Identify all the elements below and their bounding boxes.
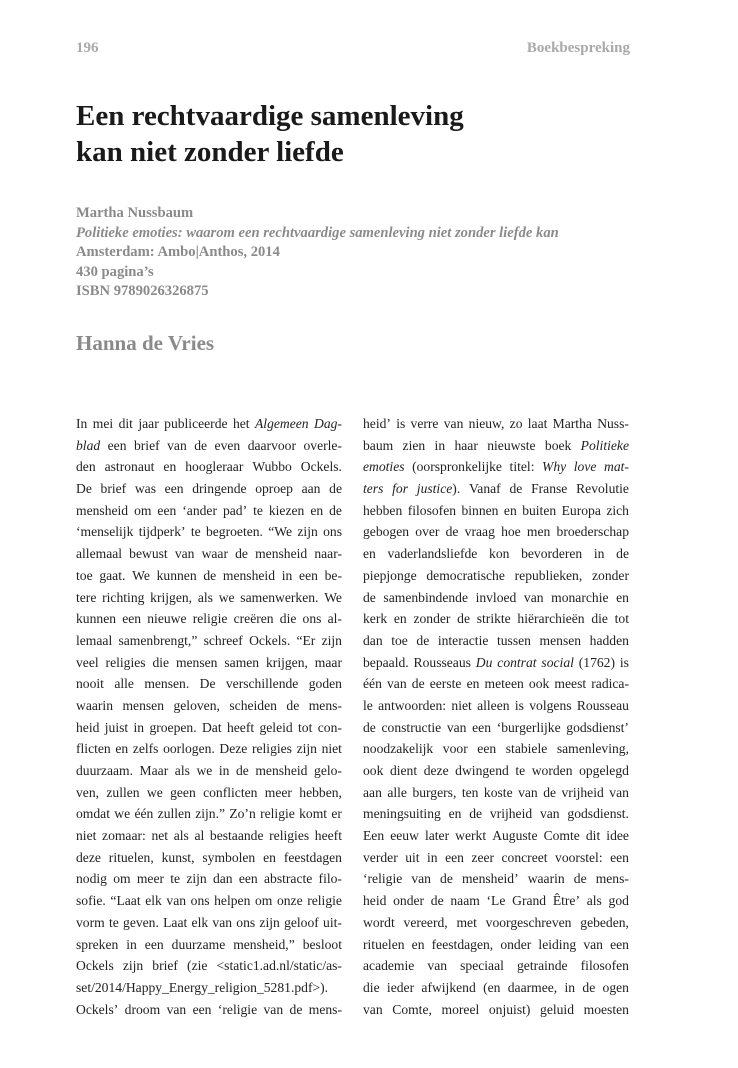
body-text-line: gebogen over de vraag hoe men broederschap: [363, 524, 629, 540]
body-text-line: allemaal bewust van waar de mensheid naar-: [76, 546, 342, 562]
body-text-line: In mei dit jaar publiceerde het Algemeen Dag-: [76, 416, 342, 431]
book-publisher: Amsterdam: Ambo|Anthos, 2014: [76, 244, 280, 261]
body-text-line: die ieder afwijkend (en daarmee, in de ogen: [363, 979, 629, 995]
title-line: Een rechtvaardige samenleving: [76, 100, 464, 132]
body-text-line: nooit alle mensen. De verschillende goden: [76, 676, 342, 692]
body-text-line: tere richting krijgen, als we samenwerken. We: [76, 589, 342, 605]
body-text-line: deze rituelen, kunst, symbolen en feestdagen: [76, 849, 342, 865]
body-text-line: wordt vereerd, met voorgeschreven gebeden,: [363, 914, 629, 930]
body-text-line: flicten en zelfs oorlogen. Deze religies zijn niet: [76, 741, 342, 757]
body-text-line: van Comte, moreel onjuist) geluid moesten: [363, 1001, 629, 1017]
body-text-line: heid’ is verre van nieuw, zo laat Martha Nuss-: [363, 416, 629, 431]
body-text-line: De brief was een dringende oproep aan de: [76, 481, 342, 497]
body-text-line: lemaal samenbrengt,” schreef Ockels. “Er zijn: [76, 632, 342, 648]
body-text-line: set/2014/Happy_Energy_religion_5281.pdf>).: [76, 979, 329, 995]
body-text-line: blad een brief van de even daarvoor overle-: [76, 437, 342, 453]
body-text-line: dan toe de interactie tussen mensen hadden: [363, 632, 629, 648]
body-text-line: baum zien in haar nieuwste boek Politieke: [363, 437, 629, 453]
section-title: Boekbespreking: [526, 40, 630, 56]
text-column-right: [363, 413, 629, 1020]
body-text-line: toe gaat. We kunnen de mensheid in een be-: [76, 567, 342, 583]
body-text-line: emoties (oorspronkelijke titel: Why love mat-: [363, 459, 629, 475]
title-line: kan niet zonder liefde: [76, 136, 344, 168]
book-pages: 430 pagina’s: [76, 263, 154, 280]
body-text-line: Een eeuw later werkt Auguste Comte dit idee: [363, 828, 629, 844]
body-text-line: bepaald. Rousseaus Du contrat social (1762) is: [363, 654, 629, 670]
body-text-line: de samenbindende invloed van monarchie en: [363, 589, 629, 605]
body-text-line: Ockels zijn brief (zie <static1.ad.nl/static/as-: [76, 958, 342, 974]
body-text-line: waarin mensen geloven, scheiden de mens-: [76, 697, 342, 713]
body-text-line: kerk en zonder de strikte hiërarchieën die tot: [363, 611, 629, 627]
body-text-line: nodig om meer te zijn dan een abstracte filo-: [76, 871, 342, 887]
body-text-line: meningsuiting en de vrijheid van godsdienst.: [363, 806, 629, 822]
body-text-line: ‘religie van de mensheid’ waarin de mens-: [363, 871, 629, 887]
body-text-line: hebben filosofen binnen en buiten Europa zich: [363, 502, 629, 518]
body-text-line: academie van speciaal getrainde filosofen: [363, 958, 629, 974]
body-text-line: ven, zullen we geen conflicten meer hebben,: [76, 784, 342, 800]
running-head: [76, 40, 630, 57]
body-text-line: heid onder de naam ‘Le Grand Être’ als god: [363, 893, 629, 909]
body-text-line: veel religies die mensen samen krijgen, maar: [76, 654, 342, 670]
body-text-line: niet zomaar: net als al bestaande religies heeft: [76, 828, 342, 844]
body-text-line: duurzaam. Maar als we in de mensheid gelo-: [76, 763, 342, 778]
body-text-line: Ockels’ droom van een ‘religie van de mens-: [76, 1001, 342, 1017]
body-text-line: spreken in een duurzame mensheid,” besloot: [76, 936, 342, 952]
body-text-line: le antwoorden: niet alleen is volgens Rousseau: [363, 697, 629, 713]
body-text-line: de constructie van een ‘burgerlijke godsdienst’: [363, 719, 629, 735]
body-text-line: één van de eerste en meteen ook meest radica-: [363, 676, 629, 692]
body-text-line: sofie. “Laat elk van ons helpen om onze religie: [76, 893, 342, 909]
book-details: [76, 204, 656, 302]
body-text-line: verder uit in een zeer concreet voorstel: een: [363, 849, 629, 865]
article-title: [76, 98, 636, 170]
reviewer-name: Hanna de Vries: [76, 331, 215, 355]
book-isbn: ISBN 9789026326875: [76, 283, 209, 300]
body-text-line: noodzakelijk voor een stabiele samenleving,: [363, 741, 629, 757]
book-author: Martha Nussbaum: [76, 205, 194, 221]
body-text-line: en vaderlandsliefde kon bevorderen in de: [363, 546, 629, 562]
body-text-line: ook dient deze dwingend te worden opgelegd: [363, 763, 629, 778]
body-text-line: vorm te geven. Laat elk van ons zijn geloof uit-: [76, 914, 342, 930]
text-column-left: [76, 413, 342, 1020]
body-text-line: aan alle burgers, ten koste van de vrijheid van: [363, 784, 629, 800]
body-text-line: ters for justice). Vanaf de Franse Revolutie: [363, 481, 629, 497]
body-text-line: omdat we één zullen zijn.” Zo’n religie komt er: [76, 806, 342, 822]
body-text-line: rituelen en feestdagen, onder leiding van een: [363, 936, 629, 952]
body-text-line: mensheid om een ‘ander pad’ te kiezen en de: [76, 502, 342, 518]
body-text-line: ‘menselijk tijdperk’ te begroeten. “We zijn ons: [76, 524, 342, 540]
page-number: 196: [76, 40, 99, 56]
body-text-line: den astronaut en hoogleraar Wubbo Ockels.: [76, 459, 342, 475]
body-text-line: heid juist in groepen. Dat heeft geleid tot con-: [76, 719, 342, 735]
body-text-line: piepjonge democratische republieken, zonder: [363, 567, 629, 583]
body-text-line: kunnen een nieuwe religie creëren die ons al-: [76, 611, 342, 627]
book-title: Politieke emoties: waarom een rechtvaardige samenleving niet zonder liefde kan: [76, 224, 559, 241]
